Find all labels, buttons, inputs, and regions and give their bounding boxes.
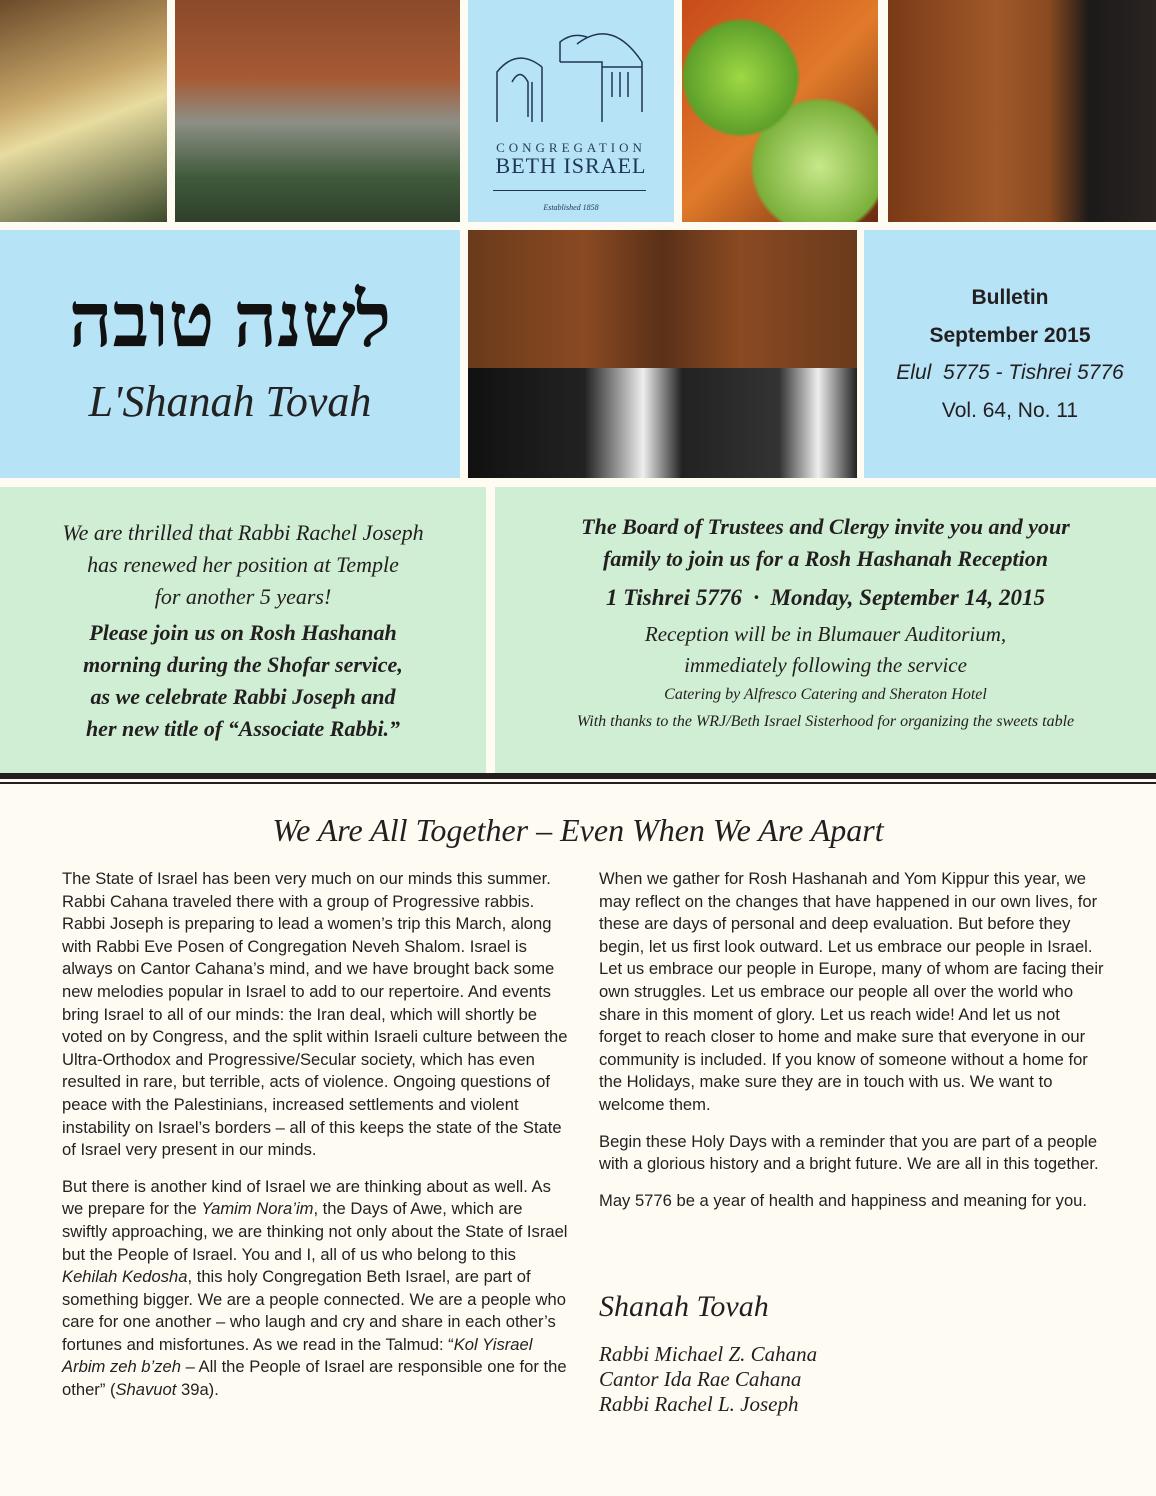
- logo-panel: [468, 0, 674, 222]
- photo-clergy: [468, 230, 857, 478]
- article-paragraph: [62, 1176, 568, 1402]
- signatures: [599, 1342, 817, 1417]
- logo-beth-israel: BETH ISRAEL: [495, 153, 647, 178]
- signature-name: Cantor Ida Rae Cahana: [599, 1367, 802, 1391]
- italic-term: Kehilah Kedosha: [62, 1267, 188, 1287]
- invite-line: Please join us on Rosh Hashanah: [89, 620, 397, 645]
- article-paragraph: [62, 868, 568, 1162]
- photo-shofar-blower: [888, 0, 1156, 222]
- hebrew-title: לשנה טובה: [68, 279, 392, 363]
- title-panel: [0, 230, 460, 478]
- intro-line: has renewed her position at Temple: [87, 552, 399, 577]
- divider-thick: [0, 773, 1156, 779]
- article-title: We Are All Together – Even When We Are Apart: [272, 812, 884, 848]
- reception-location: immediately following the service: [684, 653, 967, 677]
- text-segment: The State of Israel has been very much on our minds this summer. Rabbi Cahana traveled there with a group of Progressive rabbis. Rabbi Joseph is preparing to lead a women’s trip this March, along with Rabbi Eve Posen of Congregation Neveh Shalom. Israel is always on Cantor Cahana’s mind, and we have brought back some new melodies popular in Israel to add to our repertoire. And events bring Israel to all of our minds: the Iran deal, which will shortly be voted on by Congress, and the split within Israeli culture between the Ultra-Orthodox and Progressive/Secular society, which has even resulted in rare, but terrible, acts of violence. Ongoing questions of peace with the Palestinians, increased settlements and violent instability on Israel’s borders – all of this keeps the state of the State of Israel very present in our minds.: [62, 869, 568, 1160]
- italic-term: Kol Yisrael Arbim zeh b’zeh: [62, 1334, 533, 1377]
- reception-invitation: [495, 487, 1156, 773]
- invite-line: as we celebrate Rabbi Joseph and: [90, 684, 396, 709]
- logo-established: Established 1858: [543, 203, 599, 212]
- synagogue-building-icon: [492, 22, 652, 132]
- divider-thin: [0, 782, 1156, 784]
- signature-name: Rabbi Michael Z. Cahana: [599, 1342, 818, 1366]
- photo-torah-scroll: [0, 0, 167, 222]
- closing-salutation: Shanah Tovah: [599, 1290, 769, 1323]
- photo-congregation-gathering: [175, 0, 460, 222]
- thanks-note: With thanks to the WRJ/Beth Israel Sisterhood for organizing the sweets table: [576, 713, 1075, 730]
- bulletin-hebrew-date: Elul 5775 - Tishrei 5776: [896, 361, 1124, 384]
- invite-line: morning during the Shofar service,: [83, 652, 403, 677]
- signature-name: Rabbi Rachel L. Joseph: [599, 1392, 799, 1416]
- reception-date: 1 Tishrei 5776 · Monday, September 14, 2015: [605, 585, 1046, 610]
- intro-line: for another 5 years!: [154, 584, 332, 609]
- bulletin-panel: [864, 230, 1156, 478]
- article-paragraph: [599, 1131, 1104, 1176]
- text-segment: 39a).: [176, 1380, 219, 1400]
- script-title: L'Shanah Tovah: [88, 377, 372, 426]
- bulletin-volume: Vol. 64, No. 11: [941, 399, 1079, 422]
- invite-line: her new title of “Associate Rabbi.”: [85, 716, 401, 741]
- italic-term: Yamim Nora’im: [201, 1199, 314, 1219]
- italic-term: Shavuot: [115, 1380, 177, 1400]
- bulletin-label: Bulletin: [971, 286, 1049, 309]
- catering-note: Catering by Alfresco Catering and Sheraton Hotel: [664, 686, 987, 703]
- article-paragraph: [599, 868, 1104, 1117]
- photo-apples-honey: [682, 0, 878, 222]
- intro-line: We are thrilled that Rabbi Rachel Joseph: [62, 520, 424, 545]
- invitation-heading: The Board of Trustees and Clergy invite you and your: [581, 514, 1070, 539]
- text-segment: Begin these Holy Days with a reminder that you are part of a people with a glorious history and a bright future. We are all in this together.: [599, 1131, 1099, 1174]
- logo-congregation: CONGREGATION: [496, 140, 646, 155]
- text-segment: – All the People of Israel are responsible one for the other” (: [62, 1357, 567, 1400]
- reception-location: Reception will be in Blumauer Auditorium,: [644, 622, 1007, 646]
- article-paragraph: [599, 1190, 1104, 1213]
- text-segment: When we gather for Rosh Hashanah and Yom Kippur this year, we may reflect on the changes that have happened in our own lives, for these are days of personal and deep evaluation. But before they begin, let us first look outward. Let us embrace our people in Israel. Let us embrace our people in Europe, many of whom are facing their own struggles. Let us embrace our people all over the world who share in this moment of glory. Let us reach wide! And let us not forget to reach closer to home and make sure that everyone in our community is included. If you know of someone without a home for the Holidays, make sure they are in touch with us. We want to welcome them.: [599, 869, 1104, 1114]
- bulletin-date: September 2015: [929, 324, 1091, 347]
- text-segment: May 5776 be a year of health and happiness and meaning for you.: [599, 1190, 1088, 1210]
- text-segment: , this holy Congregation Beth Israel, are part of something bigger. We are a people connected. We are a people who care for one another – who laugh and cry and share in each other’s fortunes and misfortunes. As we read in the Talmud: “: [62, 1267, 566, 1354]
- logo-divider: [493, 190, 646, 191]
- article-column-right: [599, 868, 1104, 1226]
- text-segment: , the Days of Awe, which are swiftly approaching, we are thinking not only about the State of Israel but the People of Israel. You and I, all of us who belong to this: [62, 1199, 568, 1264]
- text-segment: But there is another kind of Israel we are thinking about as well. As we prepare for the: [62, 1176, 551, 1219]
- article-column-left: [62, 868, 568, 1416]
- associate-rabbi-announcement: [0, 487, 486, 773]
- invitation-heading: family to join us for a Rosh Hashanah Reception: [603, 546, 1048, 571]
